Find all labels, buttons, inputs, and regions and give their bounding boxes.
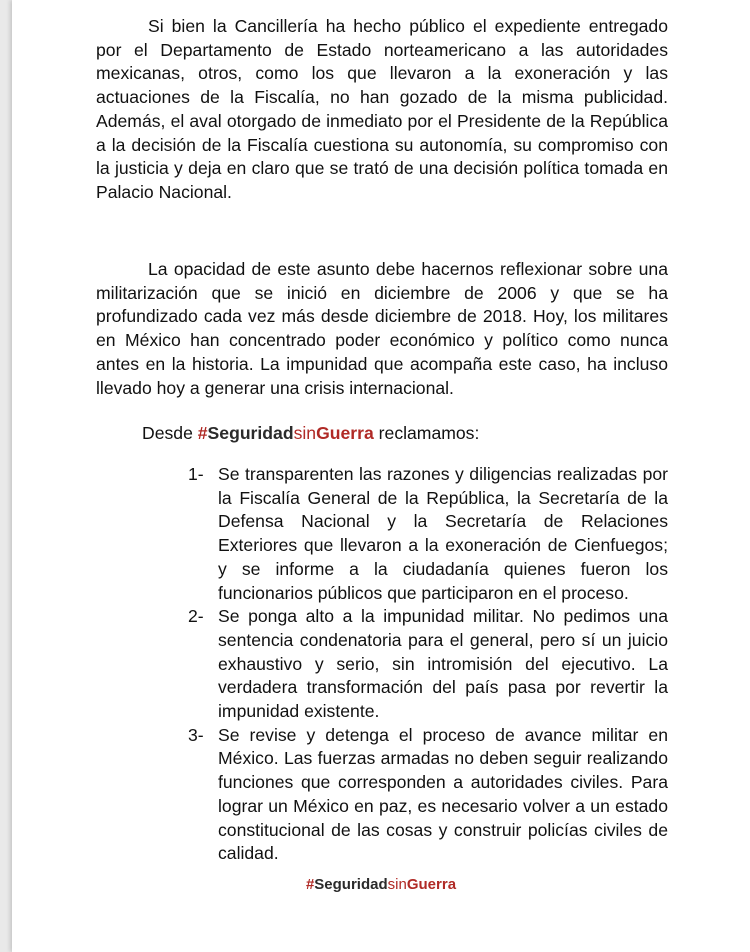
list-item bbox=[188, 605, 668, 724]
hashtag-guerra: Guerra bbox=[316, 423, 374, 443]
closing-hashtag-guerra: Guerra bbox=[406, 876, 457, 893]
list-item-text: Se revise y detenga el proceso de avance militar en México. Las fuerzas armadas no deben seguir realizando funciones que corresponden a autoridades civiles. Para lograr un México en paz, es necesario volver a un estado constitucional de las cosas y construir policías civiles de calidad. bbox=[218, 724, 668, 864]
list-item-text: Se transparenten las razones y diligencias realizadas por la Fiscalía General de la República, la Secretaría de la Defensa Nacional y la Secretaría de Relaciones Exteriores que llevaron a la exoneración de Cienfuegos; y se informe a la ciudadanía quienes fueron los funcionarios públicos que participaron en el proceso. bbox=[218, 464, 668, 603]
hashtag-seguridad: Seguridad bbox=[207, 423, 294, 443]
closing-hashtag bbox=[12, 875, 750, 895]
list-item-number: 2- bbox=[188, 606, 204, 627]
document-page bbox=[12, 0, 750, 952]
closing-hashtag-sin: sin bbox=[387, 876, 407, 893]
list-item-number: 1- bbox=[188, 464, 204, 484]
closing-hashtag-seguridad: Seguridad bbox=[314, 876, 388, 893]
demands-list bbox=[188, 463, 668, 866]
list-item bbox=[188, 724, 668, 866]
demand-intro-prefix: Desde bbox=[142, 423, 198, 443]
paragraph-cancilleria: Si bien la Cancillería ha hecho público el expediente entregado por el Departamento de Estado norteamericano a las autoridades mexicanas, otros, como los que llevaron a la exoneración y las actuaciones de la Fiscalía, no han gozado de la misma publicidad. Además, el aval otorgado de inmediato por el Presidente de la República a la decisión de la Fiscalía cuestiona su autonomía, su compromiso con la justicia y deja en claro que se trató de una decisión política tomada en Palacio Nacional. bbox=[96, 16, 668, 202]
demand-intro bbox=[142, 422, 479, 446]
hashtag-hash: # bbox=[197, 423, 208, 443]
paragraph-opacidad: La opacidad de este asunto debe hacernos reflexionar sobre una militarización que se inició en diciembre de 2006 y que se ha profundizado cada vez más desde diciembre de 2018. Hoy, los militares en México han concentrado poder económico y político como nunca antes en la historia. La impunidad que acompaña este caso, ha incluso llevado hoy a generar una crisis internacional. bbox=[96, 259, 668, 398]
closing-hashtag-hash: # bbox=[305, 876, 315, 893]
list-item bbox=[188, 463, 668, 605]
demand-intro-suffix: reclamamos: bbox=[373, 423, 480, 443]
list-item-number: 3- bbox=[188, 724, 204, 745]
list-item-text: Se ponga alto a la impunidad militar. No pedimos una sentencia condenatoria para el general, pero sí un juicio exhaustivo y serio, sin intromisión del ejecutivo. La verdadera transformación del país pasa por revertir la impunidad existente. bbox=[218, 606, 668, 722]
hashtag-sin: sin bbox=[293, 423, 317, 443]
